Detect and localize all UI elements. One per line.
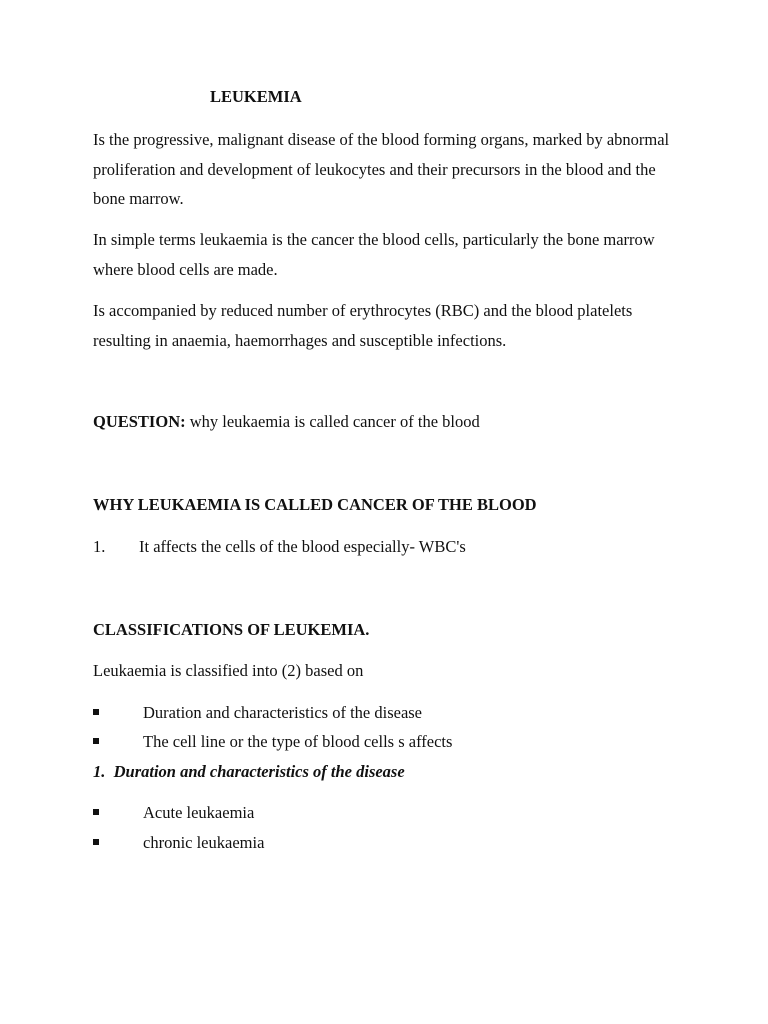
- why-heading: WHY LEUKAEMIA IS CALLED CANCER OF THE BLOOD: [93, 495, 537, 514]
- question-label: QUESTION:: [93, 412, 186, 431]
- subheading-text: Duration and characteristics of the disease: [113, 762, 405, 781]
- paragraph-definition: Is the progressive, malignant disease of the blood forming organs, marked by abnormal proliferation and development of leukocytes and their precursors in the blood and the bone marrow.: [93, 130, 670, 208]
- classifications-heading: CLASSIFICATIONS OF LEUKEMIA.: [93, 620, 370, 639]
- duration-bullet-chronic: chronic leukaemia: [143, 833, 265, 852]
- bullet-marker: [93, 703, 103, 715]
- bullet-marker: [93, 803, 103, 815]
- paragraph-accompanied: Is accompanied by reduced number of erythrocytes (RBC) and the blood platelets resulting in anaemia, haemorrhages and susceptible infections.: [93, 301, 633, 350]
- paragraph-simple-terms: In simple terms leukaemia is the cancer the blood cells, particularly the bone marrow where blood cells are made.: [93, 230, 655, 279]
- question-text: why leukaemia is called cancer of the blood: [185, 412, 480, 431]
- bullet-marker: [93, 833, 103, 845]
- subheading-duration: [93, 762, 405, 782]
- classified-intro: Leukaemia is classified into (2) based on: [93, 661, 364, 680]
- question-line: [93, 412, 480, 432]
- document-title: LEUKEMIA: [210, 87, 302, 106]
- why-list-item: It affects the cells of the blood especially- WBC's: [139, 537, 466, 556]
- bullet-marker: [93, 732, 103, 744]
- subheading-number: 1.: [93, 762, 106, 781]
- duration-bullet-acute: Acute leukaemia: [143, 803, 255, 822]
- basis-bullet-duration: Duration and characteristics of the disease: [143, 703, 423, 722]
- basis-bullet-cell-line: The cell line or the type of blood cells s affects: [143, 732, 453, 751]
- why-list-number: 1.: [93, 537, 106, 556]
